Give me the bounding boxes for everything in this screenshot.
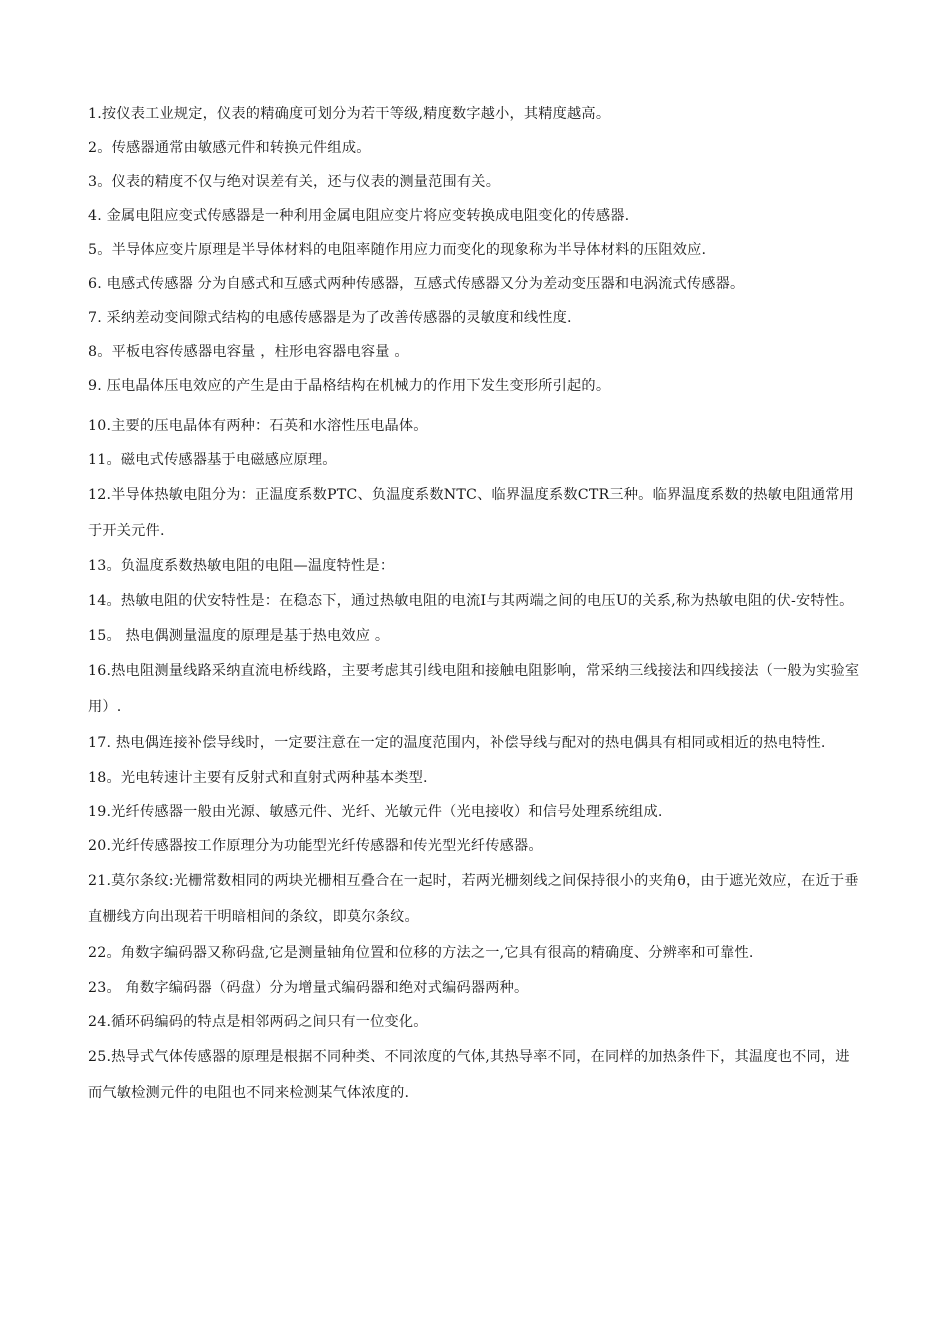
list-item-23: 23。 角数字编码器（码盘）分为增量式编码器和绝对式编码器两种。 [88, 980, 529, 996]
list-item-16: 16.热电阻测量线路采纳直流电桥线路，主要考虑其引线电阻和接触电阻影响，常采纳三线接法和四线接法（一般为实验室用）. [88, 663, 860, 715]
list-item-6: 6. 电感式传感器 分为自感式和互感式两种传感器，互感式传感器又分为差动变压器和电涡流式传感器。 [88, 276, 745, 292]
list-item-20: 20.光纤传感器按工作原理分为功能型光纤传感器和传光型光纤传感器。 [88, 838, 543, 854]
list-item-5: 5。半导体应变片原理是半导体材料的电阻率随作用应力而变化的现象称为半导体材料的压阻效应. [88, 242, 707, 258]
list-item-10: 10.主要的压电晶体有两种：石英和水溶性压电晶体。 [88, 418, 428, 434]
list-item-25: 25.热导式气体传感器的原理是根据不同种类、不同浓度的气体,其热导率不同，在同样的加热条件下，其温度也不同，进而气敏检测元件的电阻也不同来检测某气体浓度的. [88, 1049, 850, 1101]
list-item-24: 24.循环码编码的特点是相邻两码之间只有一位变化。 [88, 1014, 428, 1030]
list-item-7: 7. 采纳差动变间隙式结构的电感传感器是为了改善传感器的灵敏度和线性度. [88, 310, 572, 326]
document-body [88, 97, 863, 1111]
list-item-11: 11。磁电式传感器基于电磁感应原理。 [88, 452, 337, 468]
list-item-13: 13。负温度系数热敏电阻的电阻—温度特性是： [88, 558, 395, 574]
list-item-1: 1.按仪表工业规定，仪表的精确度可划分为若干等级,精度数字越小，其精度越高。 [88, 106, 611, 122]
list-item-8: 8。平板电容传感器电容量 ，柱形电容器电容量 。 [88, 344, 409, 360]
list-item-17: 17. 热电偶连接补偿导线时，一定要注意在一定的温度范围内，补偿导线与配对的热电偶具有相同或相近的热电特性. [88, 735, 826, 751]
list-item-2: 2。传感器通常由敏感元件和转换元件组成。 [88, 140, 371, 156]
list-item-4: 4. 金属电阻应变式传感器是一种利用金属电阻应变片将应变转换成电阻变化的传感器. [88, 208, 630, 224]
list-item-22: 22。角数字编码器又称码盘,它是测量轴角位置和位移的方法之一,它具有很高的精确度、分辨率和可靠性. [88, 945, 754, 961]
list-item-9: 9. 压电晶体压电效应的产生是由于晶格结构在机械力的作用下发生变形所引起的。 [88, 378, 611, 394]
list-item-19: 19.光纤传感器一般由光源、敏感元件、光纤、光敏元件（光电接收）和信号处理系统组成. [88, 804, 663, 820]
list-item-18: 18。光电转速计主要有反射式和直射式两种基本类型. [88, 770, 428, 786]
list-item-15: 15。 热电偶测量温度的原理是基于热电效应 。 [88, 628, 390, 644]
list-item-21: 21.莫尔条纹:光栅常数相同的两块光栅相互叠合在一起时，若两光栅刻线之间保持很小的夹角θ，由于遮光效应，在近于垂直栅线方向出现若干明暗相间的条纹，即莫尔条纹。 [88, 873, 859, 925]
list-item-3: 3。仪表的精度不仅与绝对误差有关，还与仪表的测量范围有关。 [88, 174, 501, 190]
list-item-12: 12.半导体热敏电阻分为：正温度系数PTC、负温度系数NTC、临界温度系数CTR三种。临界温度系数的热敏电阻通常用于开关元件. [88, 487, 855, 539]
list-item-14: 14。热敏电阻的伏安特性是：在稳态下，通过热敏电阻的电流I与其两端之间的电压U的关系,称为热敏电阻的伏-安特性。 [88, 593, 854, 609]
